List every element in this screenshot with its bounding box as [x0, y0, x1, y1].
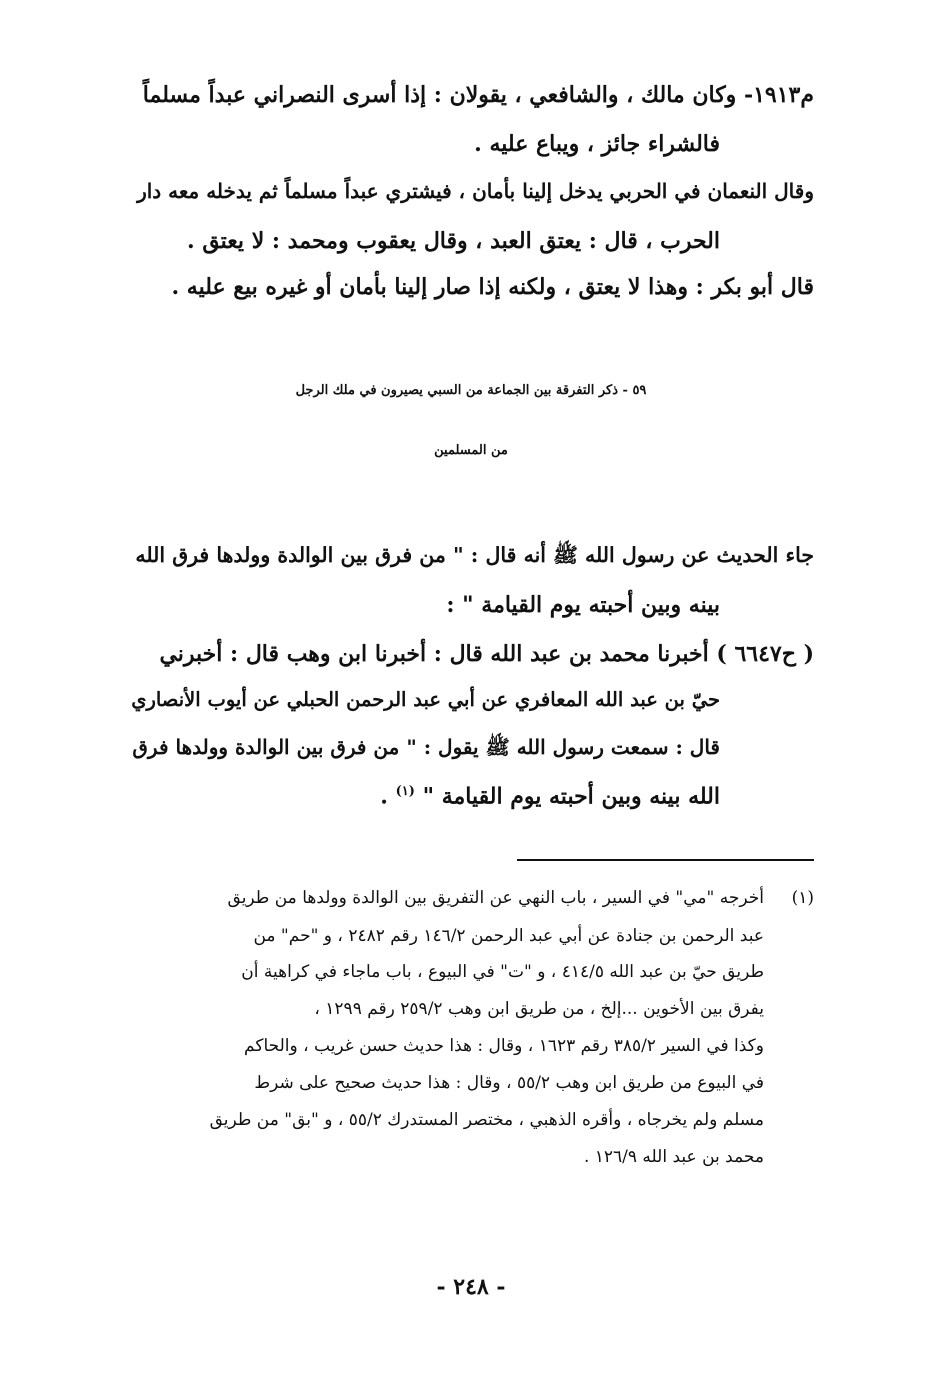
text-line: قال : سمعت رسول الله ﷺ يقول : " من فرق بين الوالدة وولدها فرق — [132, 735, 720, 759]
footnote-line: محمد بن عبد الله ١٢٦/٩ . — [583, 1147, 764, 1167]
footnote-line: أخرجه "مي" في السير ، باب النهي عن التفريق بين الوالدة وولدها من طريق — [227, 888, 764, 908]
text-line: وقال النعمان في الحربي يدخل إلينا بأمان ، فيشتري عبداً مسلماً ثم يدخله معه دار — [137, 179, 814, 203]
footnote-reference: (١) — [395, 784, 415, 799]
period: . — [380, 783, 388, 810]
hadith-end-text: الله بينه وبين أحبته يوم القيامة " — [422, 783, 720, 810]
footnote-line: في البيوع من طريق ابن وهب ٥٥/٢ ، وقال : هذا حديث صحيح على شرط — [254, 1073, 764, 1093]
text-line: ( ح٦٦٤٧ ) أخبرنا محمد بن عبد الله قال : أخبرنا ابن وهب قال : أخبرني — [159, 641, 814, 667]
footnote-line: مسلم ولم يخرجاه ، وأقره الذهبي ، مختصر المستدرك ٥٥/٢ ، و "بق" من طريق — [209, 1110, 764, 1130]
section-heading: ٥٩ - ذكر التفرقة بين الجماعة من السبي يصيرون في ملك الرجل — [295, 383, 647, 398]
footnote-marker: (١) — [791, 888, 814, 908]
text-line: م١٩١٣- وكان مالك ، والشافعي ، يقولان : إذا أسرى النصراني عبداً مسلماً — [142, 82, 814, 108]
text-line — [380, 783, 720, 810]
text-line: فالشراء جائز ، ويباع عليه . — [474, 131, 720, 157]
section-heading-continued: من المسلمين — [434, 443, 508, 458]
text-line: جاء الحديث عن رسول الله ﷺ أنه قال : " من فرق بين الوالدة وولدها فرق الله — [135, 543, 814, 567]
text-line: الحرب ، قال : يعتق العبد ، وقال يعقوب ومحمد : لا يعتق . — [187, 228, 720, 254]
footnote-separator — [517, 859, 814, 861]
text-line: حيّ بن عبد الله المعافري عن أبي عبد الرحمن الحبلي عن أيوب الأنصاري — [131, 688, 720, 711]
footnote-line: عبد الرحمن بن جنادة عن أبي عبد الرحمن ١٤٦/٢ رقم ٢٤٨٢ ، و "حم" من — [253, 926, 764, 946]
text-line: بينه وبين أحبته يوم القيامة " : — [446, 592, 720, 618]
text-line: قال أبو بكر : وهذا لا يعتق ، ولكنه إذا صار إلينا بأمان أو غيره بيع عليه . — [171, 274, 814, 300]
page-number: - ٢٤٨ - — [436, 1274, 506, 1300]
footnote-line: وكذا في السير ٣٨٥/٢ رقم ١٦٢٣ ، وقال : هذا حديث حسن غريب ، والحاكم — [244, 1036, 764, 1056]
footnote-line: يفرق بين الأخوين ...إلخ ، من طريق ابن وهب ٢٥٩/٢ رقم ١٢٩٩ ، — [314, 999, 764, 1019]
footnote-line: طريق حيّ بن عبد الله ٤١٤/٥ ، و "ت" في البيوع ، باب ماجاء في كراهية أن — [241, 962, 764, 982]
